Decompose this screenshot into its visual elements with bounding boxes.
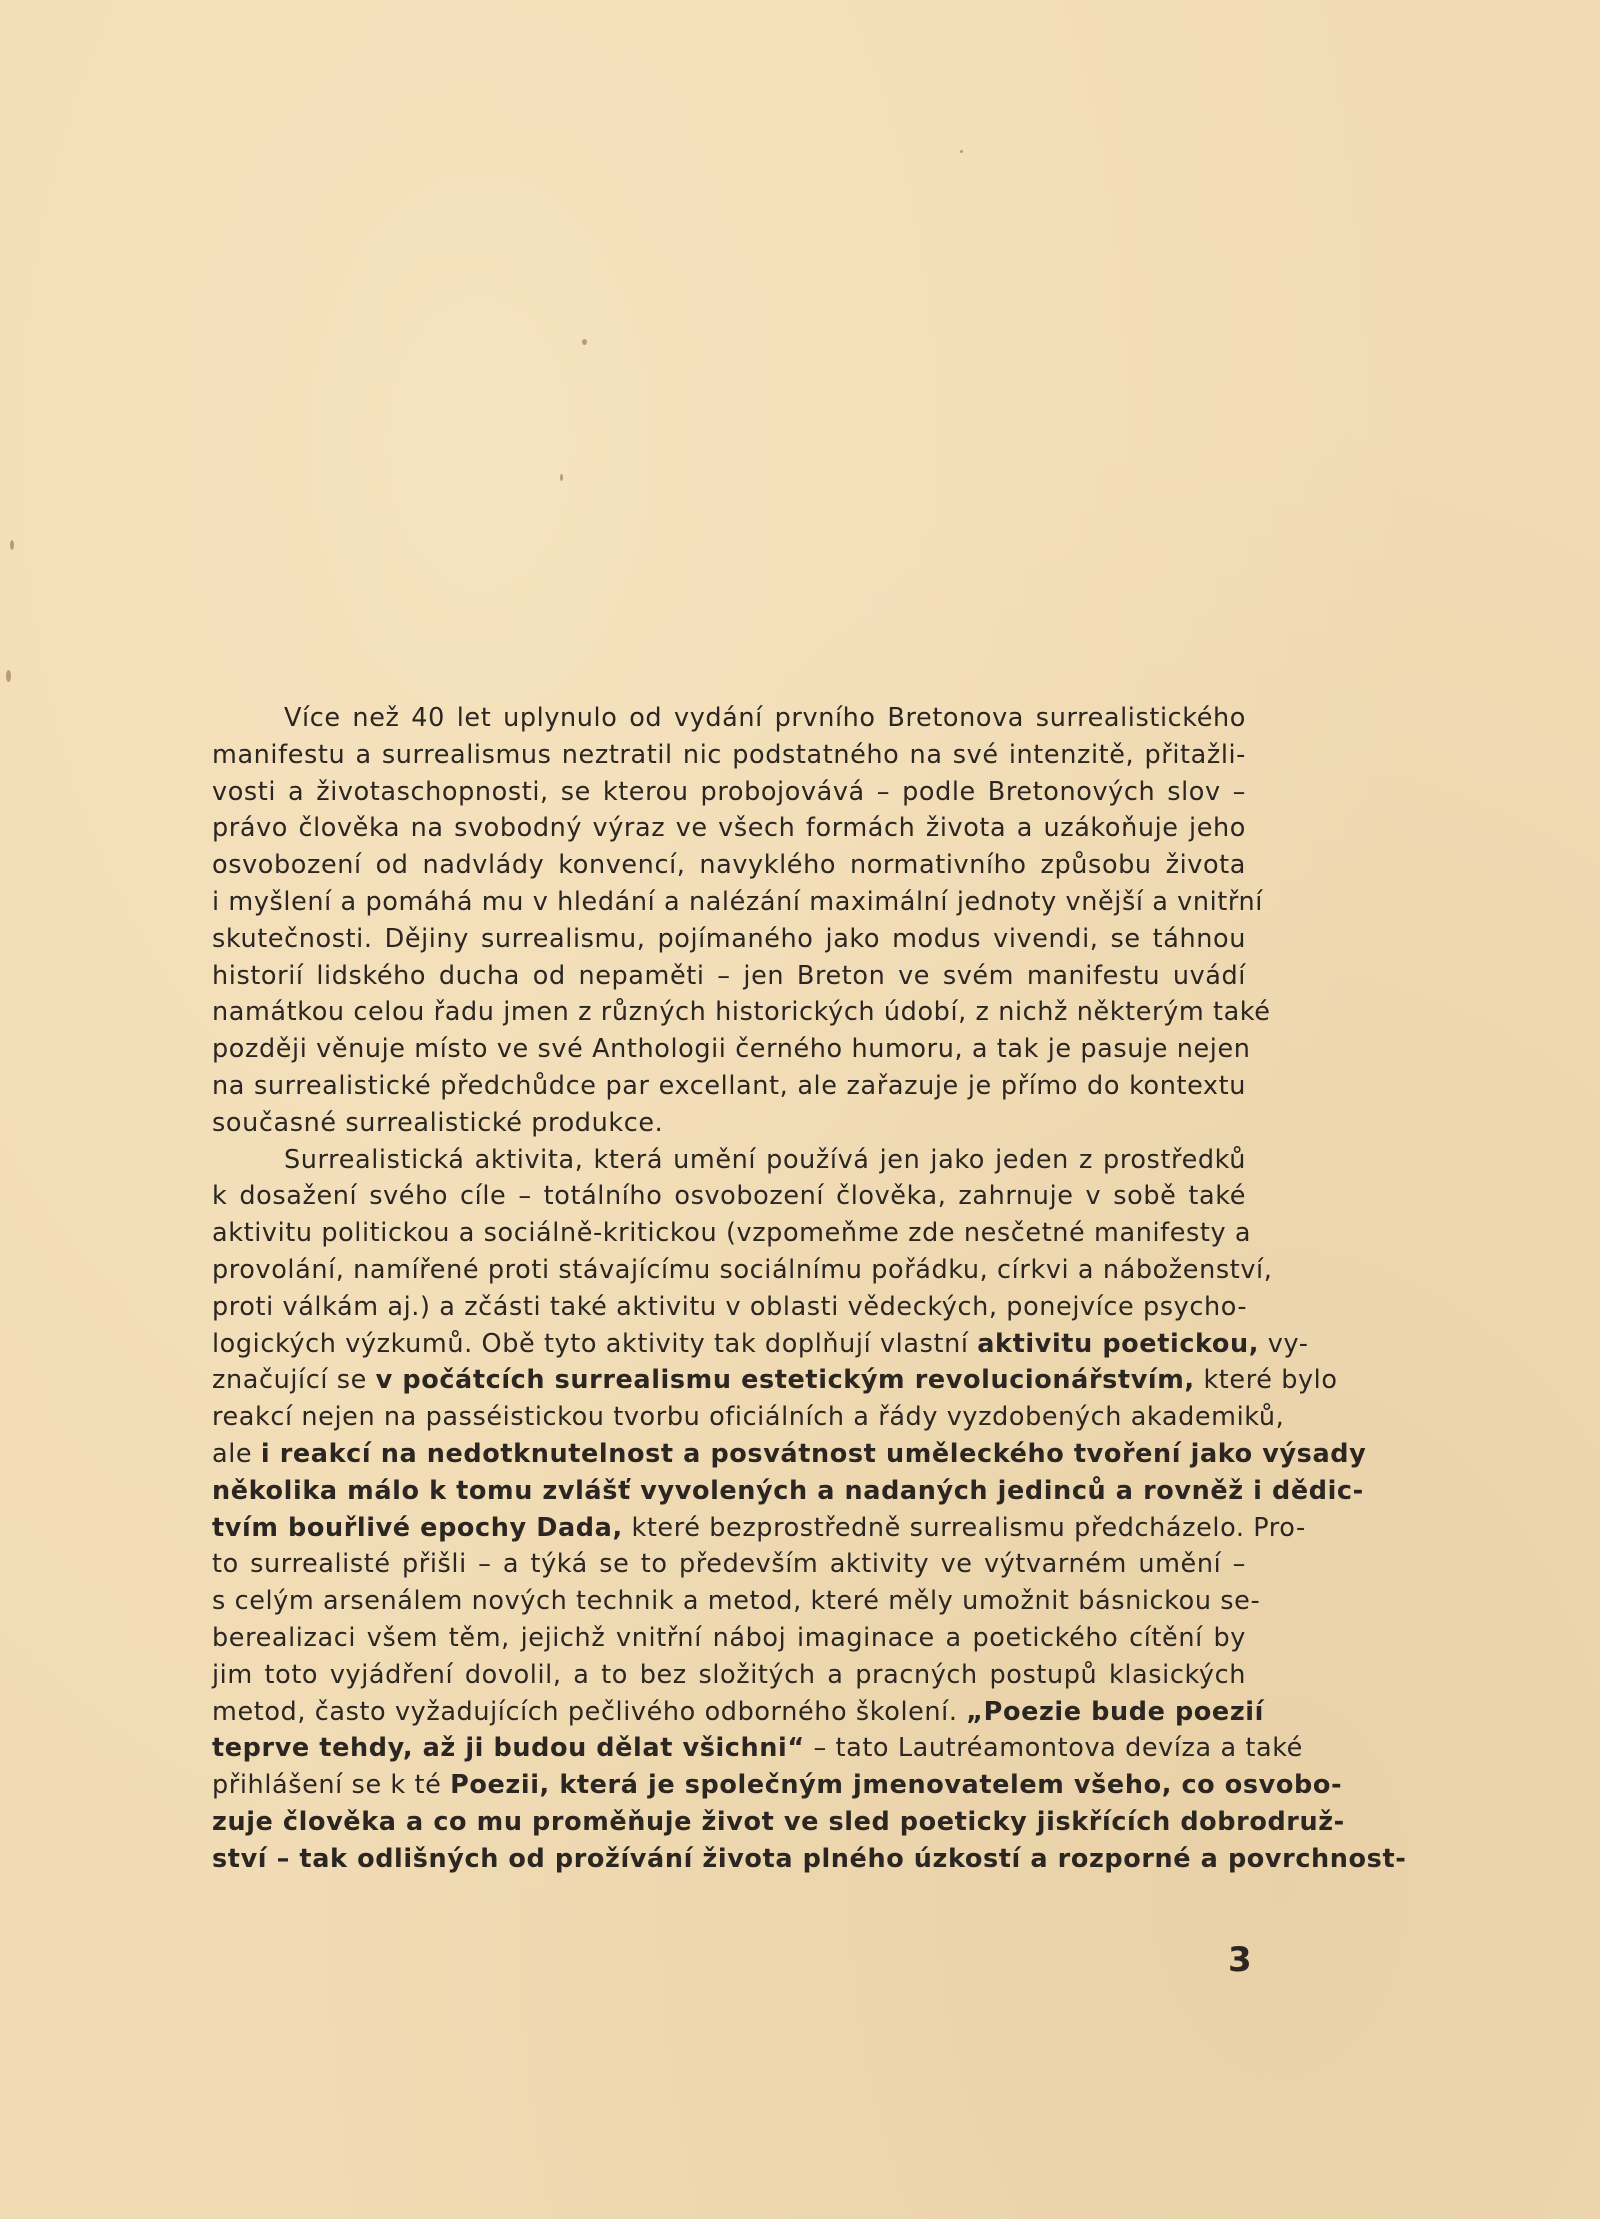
text-line: osvobození od nadvlády konvencí, navyklého normativního způsobu života [212, 850, 1246, 881]
text-line: později věnuje místo ve své Anthologii černého humoru, a tak je pasuje nejen [212, 1034, 1251, 1065]
text-segment: – tato Lautréamontova devíza a také [813, 1733, 1303, 1764]
paper-speck [582, 339, 587, 345]
text-line [212, 1694, 1264, 1731]
bold-segment: teprve tehdy, až ji budou dělat všichni“ [212, 1733, 805, 1764]
text-line: s celým arsenálem nových technik a metod, které měly umožnit básnickou se- [212, 1586, 1261, 1617]
bold-segment: v počátcích surrealismu estetickým revolucionářstvím, [375, 1365, 1195, 1396]
text-line: aktivitu politickou a sociálně-kritickou (vzpomeňme zde nesčetné manifesty a [212, 1218, 1252, 1249]
bold-segment: tvím bouřlivé epochy Dada, [212, 1512, 623, 1543]
bold-segment: Poezii, která je společným jmenovatelem všeho, co osvobo- [450, 1770, 1343, 1801]
paper-speck [6, 670, 11, 682]
text-line: právo člověka na svobodný výraz ve všech formách života a uzákoňuje jeho [212, 813, 1246, 844]
paper-speck [560, 474, 563, 481]
body-text [212, 700, 1407, 1878]
bold-segment: „Poezie bude poezií [966, 1696, 1264, 1727]
text-line: historií lidského ducha od nepaměti – jen Breton ve svém manifestu uvádí [212, 960, 1246, 991]
text-line [212, 1767, 1343, 1804]
text-segment: přihlášení se k té [212, 1770, 442, 1801]
text-line: jim toto vyjádření dovolil, a to bez složitých a pracných postupů klasických [212, 1659, 1246, 1690]
text-line: to surrealisté přišli – a týká se to především aktivity ve výtvarném umění – [212, 1549, 1246, 1580]
text-line: i myšlení a pomáhá mu v hledání a nalézání maximální jednoty vnější a vnitřní [212, 886, 1263, 917]
text-line: skutečnosti. Dějiny surrealismu, pojímaného jako modus vivendi, se táhnou [212, 923, 1246, 954]
text-line [212, 1510, 1306, 1547]
text-line: ství – tak odlišných od prožívání života plného úzkostí a rozporné a povrchnost- [212, 1843, 1407, 1874]
text-line: Více než 40 let uplynulo od vydání prvního Bretonova surrealistického [284, 703, 1246, 733]
text-segment: značující se [212, 1365, 367, 1396]
text-segment: vy- [1267, 1328, 1309, 1359]
text-line: vosti a životaschopnosti, se kterou probojovává – podle Bretonových slov – [212, 776, 1246, 807]
text-line: reakcí nejen na passéistickou tvorbu oficiálních a řády vyzdobených akademiků, [212, 1402, 1285, 1433]
text-line: zuje člověka a co mu proměňuje život ve sled poeticky jiskřících dobrodruž- [212, 1806, 1345, 1837]
bold-segment: aktivitu poetickou, [977, 1328, 1260, 1359]
text-line: k dosažení svého cíle – totálního osvobození člověka, zahrnuje v sobě také [212, 1181, 1246, 1212]
text-line: několika málo k tomu zvlášť vyvolených a nadaných jedinců a rovněž i dědic- [212, 1475, 1364, 1506]
bold-segment: i reakcí na nedotknutelnost a posvátnost uměleckého tvoření jako výsady [260, 1438, 1367, 1469]
page-number: 3 [1228, 1940, 1252, 1980]
text-segment: které bylo [1203, 1365, 1338, 1396]
text-line: provolání, namířené proti stávajícímu sociálnímu pořádku, církvi a náboženství, [212, 1254, 1273, 1285]
text-line: berealizaci všem těm, jejichž vnitřní náboj imaginace a poetického cítění by [212, 1622, 1246, 1653]
text-line [212, 1730, 1303, 1767]
text-line [212, 1326, 1309, 1363]
paper-speck [960, 150, 963, 153]
text-line: proti válkám aj.) a zčásti také aktivitu v oblasti vědeckých, ponejvíce psycho- [212, 1291, 1248, 1322]
text-line: současné surrealistické produkce. [212, 1107, 664, 1138]
text-line: Surrealistická aktivita, která umění používá jen jako jeden z prostředků [284, 1144, 1246, 1175]
text-line: na surrealistické předchůdce par excellant, ale zařazuje je přímo do kontextu [212, 1070, 1246, 1101]
text-line [212, 1362, 1338, 1399]
text-segment: metod, často vyžadujících pečlivého odborného školení. [212, 1696, 958, 1727]
text-segment: ale [212, 1438, 253, 1469]
text-segment: které bezprostředně surrealismu předcházelo. Pro- [631, 1512, 1306, 1543]
text-line: namátkou celou řadu jmen z různých historických údobí, z nichž některým také [212, 997, 1271, 1028]
text-line: manifestu a surrealismus neztratil nic podstatného na své intenzitě, přitažli- [212, 739, 1246, 770]
paper-speck [10, 540, 14, 550]
text-line [212, 1436, 1367, 1473]
text-segment: logických výzkumů. Obě tyto aktivity tak doplňují vlastní [212, 1328, 969, 1359]
